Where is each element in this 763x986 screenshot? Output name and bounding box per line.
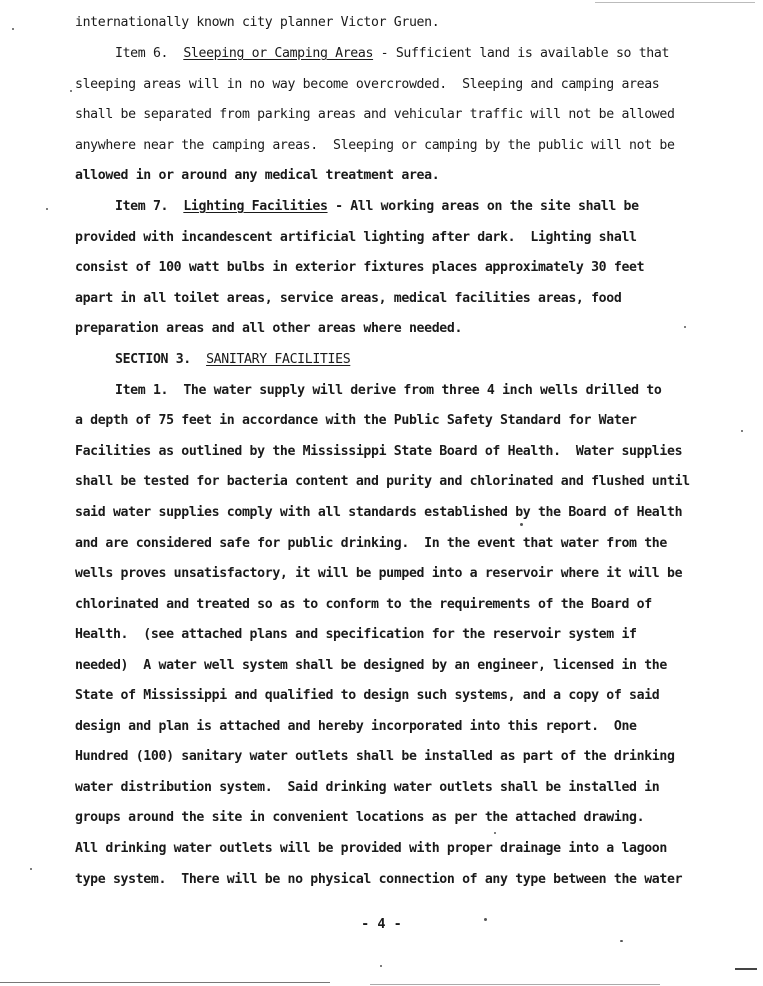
item-7-text: - All working areas on the site shall be [327,199,639,214]
scan-edge-line [595,2,755,3]
text-line: and are considered safe for public drinking. In the event that water from the [75,536,667,551]
scan-speck [70,90,72,92]
text-line: said water supplies comply with all standards established by the Board of Health [75,505,683,520]
text-line: design and plan is attached and hereby incorporated into this report. One [75,719,637,734]
scan-speck [520,523,523,526]
text-line: consist of 100 watt bulbs in exterior fixtures places approximately 30 feet [75,260,645,275]
scan-speck [741,430,743,432]
text-line: State of Mississippi and qualified to design such systems, and a copy of said [75,688,660,703]
scan-edge-mark [735,968,757,970]
text-line: needed) A water well system shall be designed by an engineer, licensed in the [75,658,667,673]
scan-speck [12,28,14,30]
section-3-heading [115,351,350,369]
scan-speck [484,918,487,921]
text-line: water distribution system. Said drinking water outlets shall be installed in [75,780,660,795]
item-1-paragraph-start [115,382,661,400]
item-6-paragraph-start [115,45,669,63]
text-line: groups around the site in convenient locations as per the attached drawing. [75,810,645,825]
item-7-label: Item 7. [115,199,169,214]
text-line: sleeping areas will in no way become overcrowded. Sleeping and camping areas [75,77,660,92]
text-line: Facilities as outlined by the Mississippi State Board of Health. Water supplies [75,444,683,459]
text-line: type system. There will be no physical connection of any type between the water [75,872,683,887]
section-3-title: SANITARY FACILITIES [206,352,351,367]
text-line: Hundred (100) sanitary water outlets shall be installed as part of the drinking [75,749,675,764]
text-line: wells proves unsatisfactory, it will be pumped into a reservoir where it will be [75,566,683,581]
item-1-label: Item 1. [115,383,169,398]
text-line: shall be separated from parking areas and vehicular traffic will not be allowed [75,107,675,122]
text-line: preparation areas and all other areas where needed. [75,321,463,336]
text-line: apart in all toilet areas, service areas, medical facilities areas, food [75,291,622,306]
item-6-text: - Sufficient land is available so that [373,46,670,61]
scan-speck [494,832,496,834]
text-line: anywhere near the camping areas. Sleeping or camping by the public will not be [75,138,675,153]
scan-speck [46,208,48,210]
section-3-label: SECTION 3. [115,352,191,367]
item-1-text: The water supply will derive from three 4 inch wells drilled to [168,383,662,398]
item-6-heading: Sleeping or Camping Areas [183,46,374,61]
page-number: - 4 - [361,916,402,932]
scan-edge-line [0,982,330,983]
item-6-label: Item 6. [115,46,169,61]
text-line: chlorinated and treated so as to conform to the requirements of the Board of [75,597,652,612]
scan-speck [620,940,623,942]
text-line: provided with incandescent artificial lighting after dark. Lighting shall [75,230,637,245]
text-line: Health. (see attached plans and specification for the reservoir system if [75,627,637,642]
text-line: internationally known city planner Victor Gruen. [75,15,440,30]
scan-speck [30,868,32,870]
text-line: a depth of 75 feet in accordance with the Public Safety Standard for Water [75,413,637,428]
scan-speck [684,326,686,328]
scan-edge-line [370,984,660,985]
text-line: shall be tested for bacteria content and purity and chlorinated and flushed until [75,474,690,489]
item-7-heading: Lighting Facilities [183,199,328,214]
text-line: All drinking water outlets will be provided with proper drainage into a lagoon [75,841,667,856]
text-line: allowed in or around any medical treatment area. [75,168,440,183]
scan-speck [380,965,382,967]
item-7-paragraph-start [115,198,639,216]
